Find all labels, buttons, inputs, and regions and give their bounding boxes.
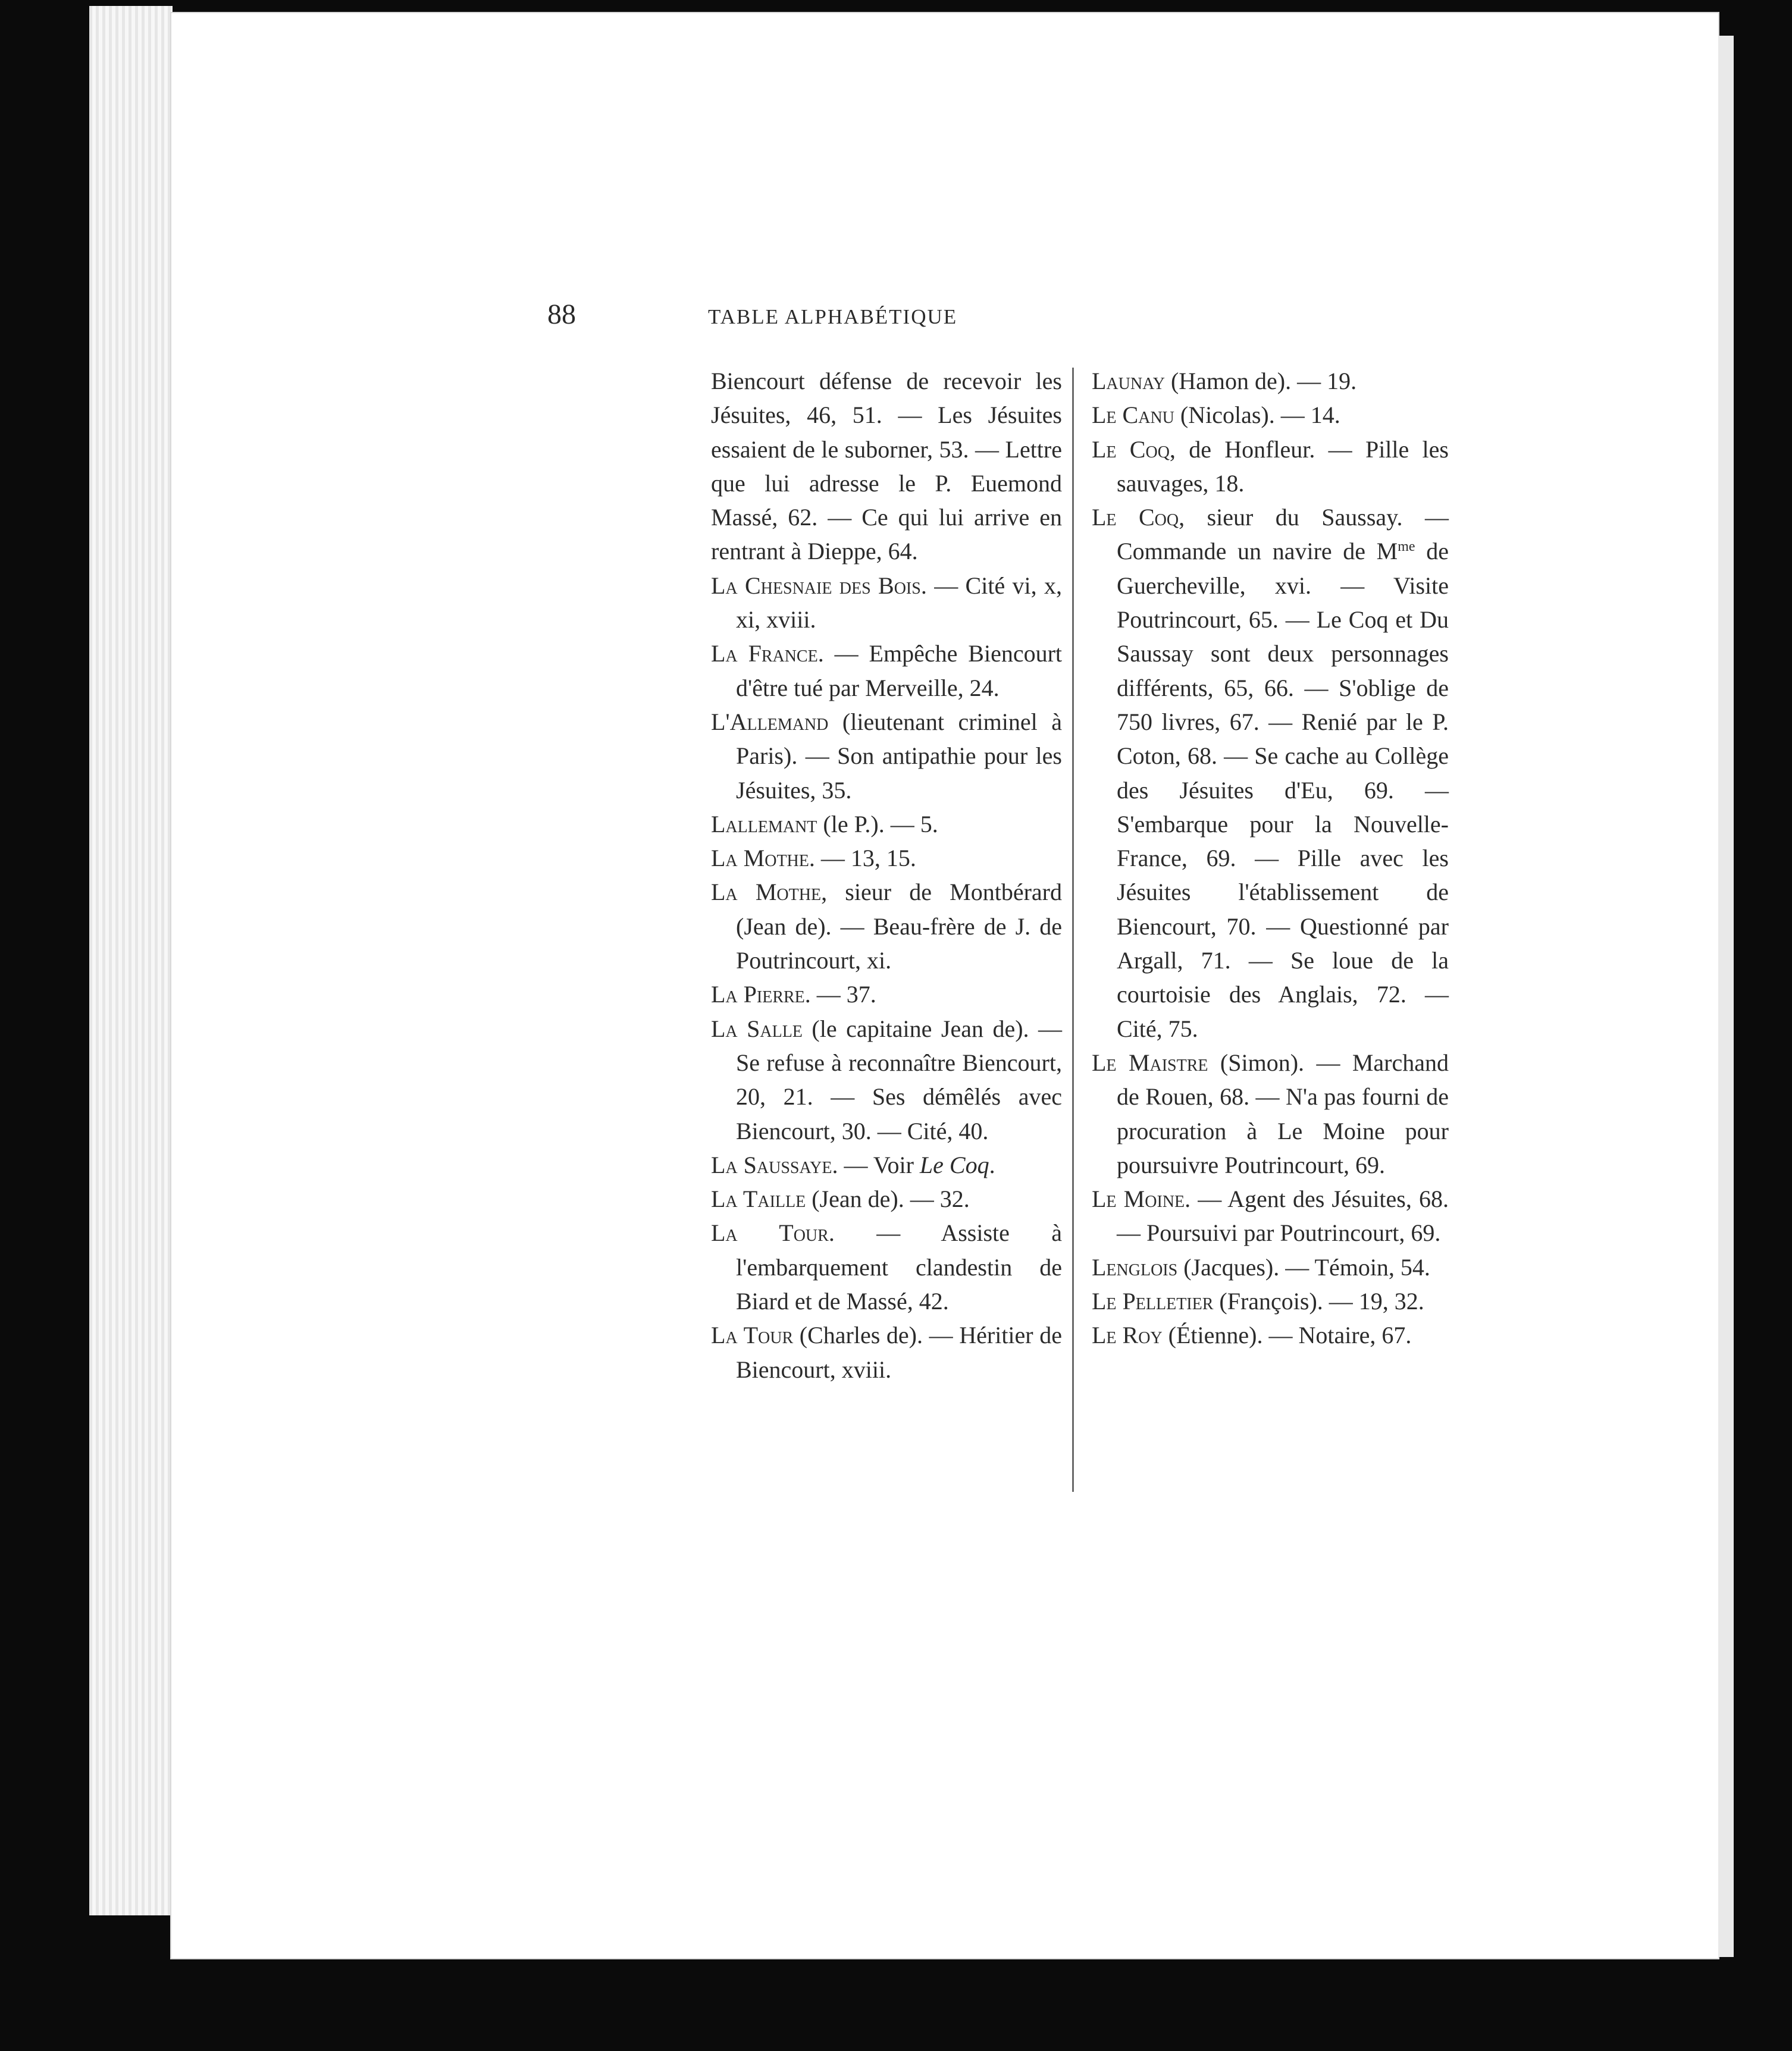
index-entry <box>1092 1046 1449 1182</box>
entry-name: Lallemant <box>711 810 817 838</box>
index-entry <box>711 1216 1062 1318</box>
index-entry <box>711 841 1062 875</box>
entry-text: — 13, 15. <box>814 845 916 872</box>
index-entry <box>711 1182 1062 1216</box>
entry-name: La Salle <box>711 1015 803 1042</box>
entry-name: La Mothe. <box>711 845 815 872</box>
index-entry <box>711 705 1062 807</box>
index-entry <box>711 1148 1062 1182</box>
entry-text-tail: . <box>989 1151 995 1178</box>
entry-text: — Agent des Jésuites, 68. — Poursuivi par Poutrincourt, 69. <box>1117 1186 1449 1247</box>
entry-text: — 37. <box>810 981 876 1008</box>
entry-text: (Hamon de). — 19. <box>1164 368 1357 394</box>
index-entry <box>1092 364 1449 398</box>
index-entry <box>711 807 1062 841</box>
entry-name: Lenglois <box>1092 1253 1178 1281</box>
entry-text: (François). — 19, 32. <box>1213 1288 1424 1315</box>
index-entry <box>1092 432 1449 501</box>
page-number: 88 <box>547 299 576 330</box>
entry-name: Launay <box>1092 368 1165 394</box>
entry-text: (Charles de). — Héritier de Biencourt, xviii. <box>736 1322 1062 1383</box>
entry-reference: Le Coq <box>919 1151 989 1178</box>
index-column-left <box>711 364 1062 1387</box>
index-entry <box>711 636 1062 705</box>
entry-text: — Assiste à l'embarquement clandestin de Biard et de Massé, 42. <box>736 1219 1062 1315</box>
index-entry <box>1092 398 1449 432</box>
page-header <box>547 288 1440 354</box>
entry-text: — Voir <box>838 1151 920 1178</box>
entry-name: La Mothe, <box>711 879 828 906</box>
facing-page-edge <box>1718 36 1734 1957</box>
entry-name: Le Pelletier <box>1092 1288 1214 1315</box>
entry-text: (Jean de). — 32. <box>806 1186 970 1213</box>
entry-text: (le capitaine Jean de). — Se refuse à reconnaître Biencourt, 20, 21. — Ses démêlés avec Biencourt, 30. — Cité, 40. <box>736 1015 1062 1144</box>
entry-name: La Tour <box>711 1322 794 1349</box>
index-entry <box>1092 1182 1449 1250</box>
index-entry <box>1092 1250 1449 1284</box>
index-entry-list <box>1092 364 1449 1353</box>
index-entry <box>711 1012 1062 1148</box>
index-entry <box>1092 500 1449 1046</box>
entry-name: Le Maistre <box>1092 1049 1208 1076</box>
entry-name: Le Moine. <box>1092 1186 1191 1213</box>
entry-text: sieur du Saussay. — Commande un navire de M <box>1117 504 1449 565</box>
entry-name: Le Canu <box>1092 402 1174 429</box>
entry-text: (Jacques). — Témoin, 54. <box>1177 1253 1430 1281</box>
index-entry <box>711 977 1062 1011</box>
entry-name: Le Coq, <box>1092 435 1176 463</box>
index-entry <box>1092 1318 1449 1352</box>
entry-name: La Chesnaie des Bois. <box>711 572 927 599</box>
index-entry <box>1092 1284 1449 1318</box>
index-column-right <box>1092 364 1449 1353</box>
running-title: TABLE ALPHABÉTIQUE <box>708 305 958 328</box>
entry-name: L'Allemand <box>711 708 829 735</box>
entry-name: La Tour. <box>711 1219 835 1247</box>
entry-text: (Étienne). — Notaire, 67. <box>1162 1322 1412 1349</box>
entry-text-tail: de Guercheville, xvi. — Visite Poutrincourt, 65. — Le Coq et Du Saussay sont deux personnages différents, 65, 66. — S'oblige de 750 livres, 67. — Renié par le P. Coton, 68. — Se cache au Collège des Jésuites d'Eu, 69. — S'embarque pour la Nouvelle-France, 69. — Pille avec les Jésuites l'établissement de Biencourt, 70. — Questionné par Argall, 71. — Se loue de la courtoisie des Anglais, 72. — Cité, 75. <box>1117 538 1449 1042</box>
entry-text: (lieutenant criminel à Paris). — Son antipathie pour les Jésuites, 35. <box>736 708 1062 804</box>
index-entry-list <box>711 569 1062 1387</box>
continuation-text: Biencourt défense de recevoir les Jésuites, 46, 51. — Les Jésuites essaient de le suborner, 53. — Lettre que lui adresse le P. Euemond Massé, 62. — Ce qui lui arrive en rentrant à Dieppe, 64. <box>711 368 1062 565</box>
entry-text: (Simon). — Marchand de Rouen, 68. — N'a pas fourni de procuration à Le Moine pour poursuivre Poutrincourt, 69. <box>1117 1049 1449 1178</box>
index-entry <box>711 569 1062 637</box>
index-entry <box>711 1318 1062 1387</box>
entry-name: Le Coq, <box>1092 504 1185 531</box>
entry-text: — Empêche Biencourt d'être tué par Merveille, 24. <box>736 640 1063 701</box>
entry-text: de Honfleur. — Pille les sauvages, 18. <box>1117 435 1449 497</box>
entry-text: (Nicolas). — 14. <box>1174 402 1340 429</box>
entry-name: La Pierre. <box>711 981 811 1008</box>
entry-text: sieur de Montbérard (Jean de). — Beau-frère de J. de Poutrincourt, xi. <box>736 879 1062 974</box>
index-entry <box>711 875 1062 977</box>
entry-superscript: me <box>1398 539 1415 555</box>
entry-text: (le P.). — 5. <box>817 810 938 838</box>
entry-text: — Cité vi, x, xi, xviii. <box>736 572 1063 634</box>
entry-name: La France. <box>711 640 824 667</box>
entry-name: La Taille <box>711 1186 806 1213</box>
entry-name: Le Roy <box>1092 1322 1163 1349</box>
entry-name: La Saussaye. <box>711 1151 838 1178</box>
column-divider <box>1072 368 1074 1492</box>
book-page-edges <box>89 6 173 1915</box>
